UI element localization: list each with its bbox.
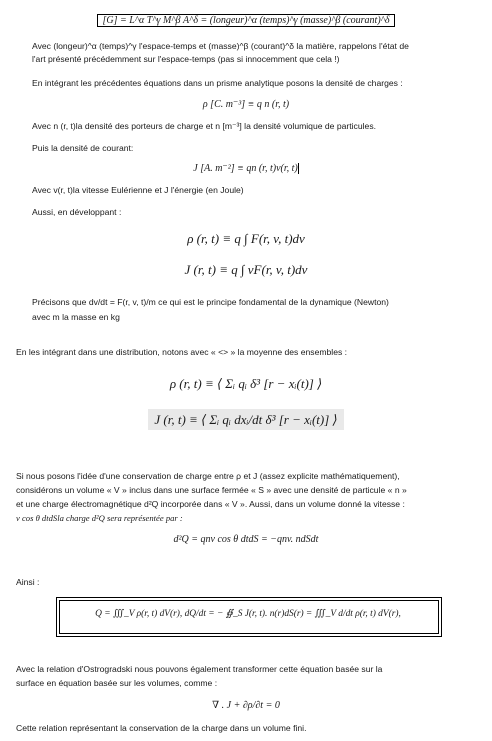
- paragraph-9-line-1: Si nous posons l'idée d'une conservation de charge entre ρ et J (assez explicite mathématiquement),: [16, 471, 400, 481]
- paragraph-6: Aussi, en développant :: [32, 207, 122, 217]
- equation-J: J [A. m⁻²] ≡ qn (r, t)v(r, t): [193, 163, 298, 174]
- equation-J-integral: J (r, t) ≡ q ∫ vF(r, v, t)dv: [184, 262, 308, 277]
- top-equation-row: [0, 14, 492, 27]
- equation-rho: ρ [C. m⁻³] ≡ q n (r, t): [202, 99, 290, 110]
- equation-rho-integral: ρ (r, t) ≡ q ∫ F(r, v, t)dv: [187, 231, 305, 246]
- paragraph-1-line-2: l'art présenté précédemment sur l'espace-temps (pas si innocemment que cela !): [32, 54, 340, 64]
- text-cursor: [298, 163, 299, 174]
- ainsi-label: Ainsi :: [16, 577, 40, 587]
- equation-J-sum-row: [0, 409, 492, 430]
- paragraph-1-line-1: Avec (longeur)^α (temps)^γ l'espace-temps et (masse)^β (courant)^δ la matière, rappelons l'état de: [32, 41, 409, 51]
- equation-Q: Q = ∭_V ρ(r, t) dV(r), dQ/dt = − ∯_S J(r, t). n(r)dS(r) = ∭_V d/dt ρ(r, t) dV(r),: [95, 609, 401, 619]
- equation-d2Q: d²Q = qnv cos θ dtdS = −qnv. ndSdt: [173, 534, 319, 545]
- paragraph-5: Avec v(r, t)la vitesse Eulérienne et J l'énergie (en Joule): [32, 185, 244, 195]
- paragraph-9-line-2: considérons un volume « V » inclus dans une surface fermée « S » avec une densité de particule « n »: [16, 485, 407, 495]
- paragraph-3: Avec n (r, t)la densité des porteurs de charge et n [m⁻³] la densité volumique de particules.: [32, 121, 377, 131]
- paragraph-2: En intégrant les précédentes équations dans un prisme analytique posons la densité de charges :: [32, 78, 403, 88]
- paragraph-11: Cette relation représentant la conservation de la charge dans un volume fini.: [16, 723, 307, 733]
- paragraph-7-line-2: avec m la masse en kg: [32, 312, 120, 322]
- paragraph-9-line-4: v cos θ dtdSla charge d²Q sera représentée par :: [16, 513, 183, 523]
- dimension-equation: [G] = L^α T^γ M^β A^δ = (longeur)^α (temps)^γ (masse)^β (courant)^δ: [97, 14, 394, 27]
- paragraph-9-line-3: et une charge électromagnétique d²Q incorporée dans « V ». Aussi, dans un volume donné la vitesse :: [16, 499, 405, 509]
- paragraph-10-line-1: Avec la relation d'Ostrogradski nous pouvons également transformer cette équation basée sur la: [16, 664, 383, 674]
- equation-J-sum: J (r, t) ≡ ⟨ Σᵢ qᵢ dxᵢ/dt δ³ [r − xᵢ(t)] ⟩: [148, 409, 343, 430]
- paragraph-7-line-1: Précisons que dv/dt = F(r, v, t)/m ce qui est le principe fondamental de la dynamique (Newton): [32, 297, 389, 307]
- equation-rho-sum: ρ (r, t) ≡ ⟨ Σᵢ qᵢ δ³ [r − xᵢ(t)] ⟩: [169, 376, 323, 391]
- paragraph-8: En les intégrant dans une distribution, notons avec « <> » la moyenne des ensembles :: [16, 347, 348, 357]
- equation-J-row: [0, 162, 492, 175]
- paragraph-4: Puis la densité de courant:: [32, 143, 134, 153]
- paragraph-10-line-2: surface en équation basée sur les volumes, comme :: [16, 678, 218, 688]
- equation-divergence: ∇ . J + ∂ρ/∂t = 0: [212, 700, 280, 711]
